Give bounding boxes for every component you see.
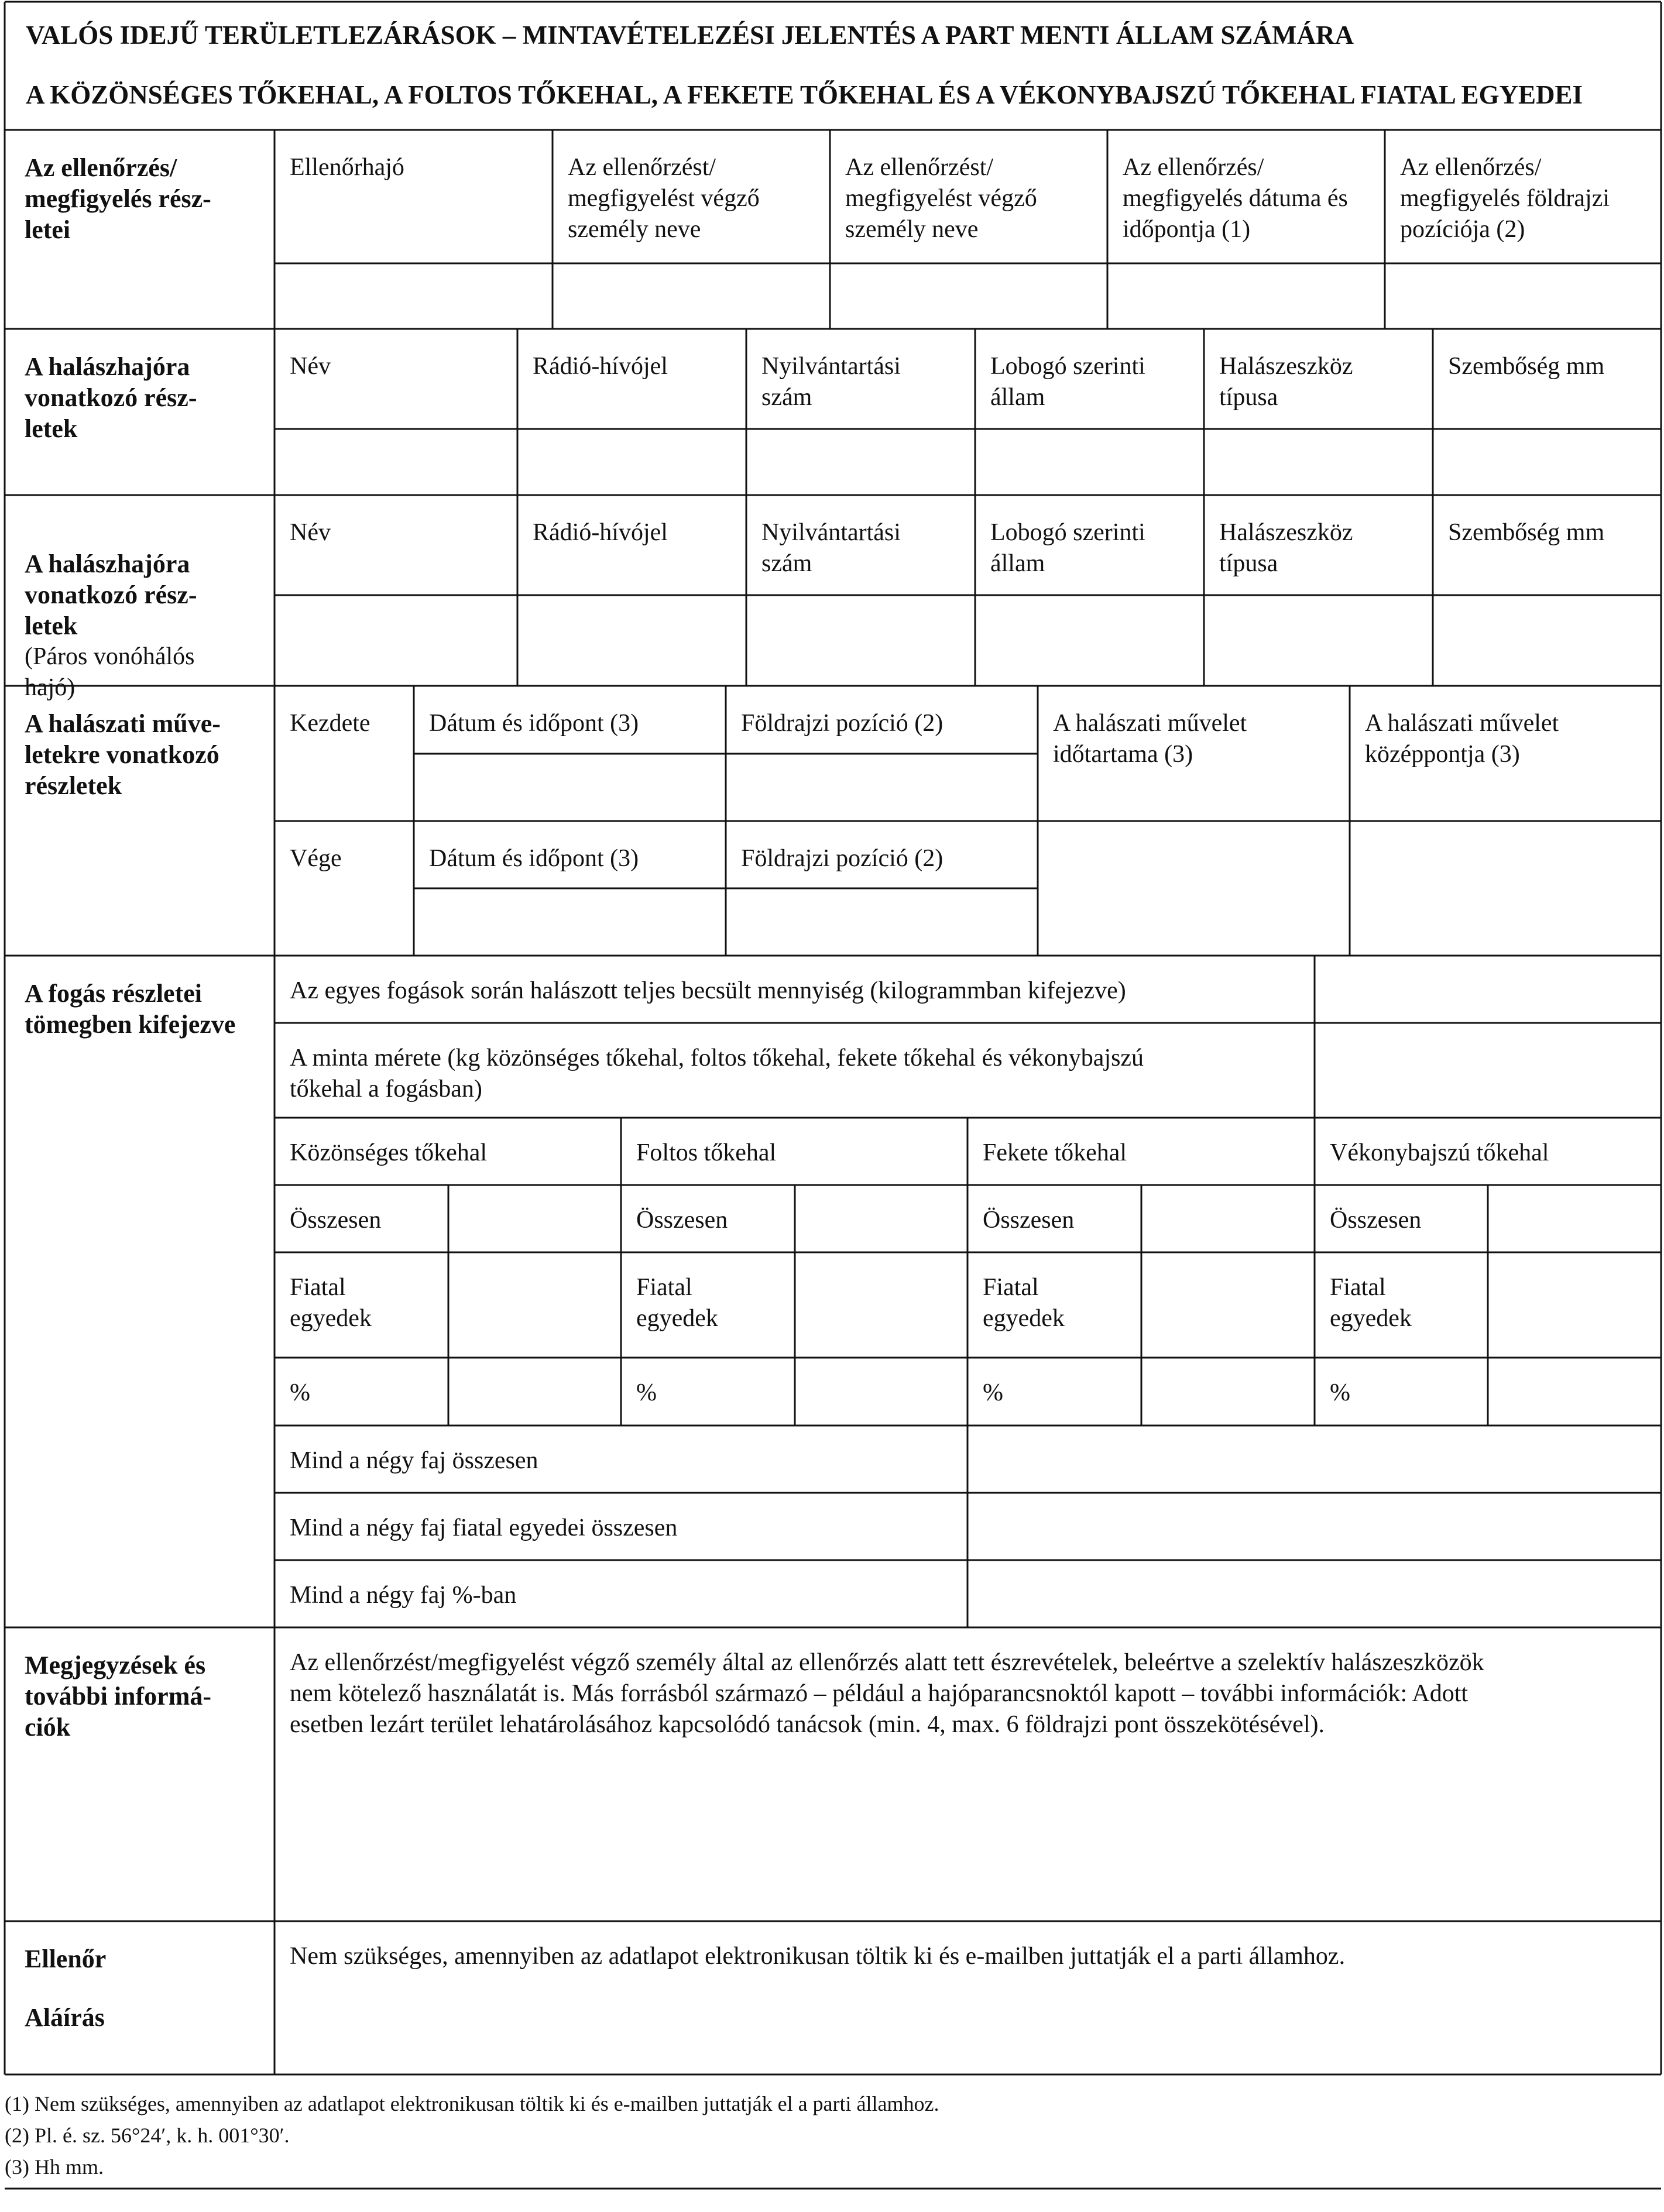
vessel-flag-state-header: Lobogó szerinti állam: [990, 353, 1145, 411]
haddock-percent-label: %: [636, 1379, 657, 1406]
total-estimated-catch-label: Az egyes fogások során halászott teljes becsült mennyiség (kilogrammban kifejezve): [290, 977, 1126, 1004]
inspector-name-header: Az ellenőrzést/ megfigyelést végző személy neve: [568, 154, 760, 243]
pair-vessel-registration-header: Nyilvántartási szám: [761, 519, 901, 577]
inspection-position-header: Az ellenőrzés/ megfigyelés földrajzi pozíciója (2): [1400, 154, 1610, 243]
observer-name-header: Az ellenőrzést/ megfigyelést végző személy neve: [845, 154, 1037, 243]
vessel-mesh-size-header: Szembőség mm: [1448, 353, 1605, 380]
whiting-juveniles-label: Fiatal egyedek: [1330, 1274, 1412, 1332]
start-position-header: Földrajzi pozíció (2): [741, 710, 943, 737]
footnote-3-mark: (3): [5, 2155, 29, 2179]
whiting-percent-label: %: [1330, 1379, 1350, 1406]
species-header-saithe: Fekete tőkehal: [983, 1139, 1127, 1166]
footnote-2: [5, 2120, 290, 2151]
remarks-text: Az ellenőrzést/megfigyelést végző személy által az ellenőrzés alatt tett észrevételek, beleértve a szelektív halászeszközök nem kötelező használatát is. Más forrásból származó – például a hajóparancsnoktól kapott – további információk: Adott esetben lezárt terület lehatárolásához kapcsolódó tanácsok (min. 4, max. 6 földrajzi pont összekötésével).: [290, 1649, 1484, 1738]
operation-end-label: Vége: [290, 845, 342, 872]
vessel-callsign-header: Rádió-hívójel: [533, 353, 668, 380]
vessel-registration-header: Nyilvántartási szám: [761, 353, 901, 411]
inspection-vessel-header: Ellenőrhajó: [290, 154, 404, 181]
footnote-2-mark: (2): [5, 2124, 29, 2147]
haddock-total-label: Összesen: [636, 1207, 728, 1234]
inspection-details-label: Az ellenőrzés/ megfigyelés rész- letei: [25, 153, 211, 244]
cod-juveniles-label: Fiatal egyedek: [290, 1274, 372, 1332]
all-species-juveniles-label: Mind a négy faj fiatal egyedei összesen: [290, 1514, 678, 1541]
saithe-total-label: Összesen: [983, 1207, 1075, 1234]
footnote-1-mark: (1): [5, 2092, 29, 2115]
vessel-name-header: Név: [290, 353, 331, 380]
sample-size-label: A minta mérete (kg közönséges tőkehal, foltos tőkehal, fekete tőkehal és vékonybajszú tőkehal a fogásban): [290, 1045, 1144, 1102]
species-header-haddock: Foltos tőkehal: [636, 1139, 777, 1166]
pair-trawl-note: (Páros vonóhálós hajó): [25, 643, 195, 701]
pair-vessel-flag-state-header: Lobogó szerinti állam: [990, 519, 1145, 577]
footnote-1: [5, 2088, 939, 2120]
operation-duration-header: A halászati művelet időtartama (3): [1053, 710, 1247, 768]
saithe-juveniles-label: Fiatal egyedek: [983, 1274, 1065, 1332]
pair-vessel-gear-type-header: Halászeszköz típusa: [1219, 519, 1353, 577]
cod-percent-label: %: [290, 1379, 310, 1406]
all-species-percent-label: Mind a négy faj %-ban: [290, 1582, 517, 1609]
fishing-operations-label: A halászati műve- letekre vonatkozó részletek: [25, 709, 221, 800]
vessel-gear-type-header: Halászeszköz típusa: [1219, 353, 1353, 411]
haddock-juveniles-label: Fiatal egyedek: [636, 1274, 718, 1332]
operation-start-label: Kezdete: [290, 710, 370, 737]
end-position-header: Földrajzi pozíció (2): [741, 845, 943, 872]
signature-note: Nem szükséges, amennyiben az adatlapot elektronikusan töltik ki és e-mailben juttatják el a parti államhoz.: [290, 1943, 1346, 1970]
pair-vessel-mesh-size-header: Szembőség mm: [1448, 519, 1605, 546]
pair-vessel-callsign-header: Rádió-hívójel: [533, 519, 668, 546]
remarks-label: Megjegyzések és további informá- ciók: [25, 1651, 211, 1742]
inspector-label: Ellenőr: [25, 1945, 107, 1973]
signature-label: Aláírás: [25, 2003, 105, 2032]
species-header-whiting: Vékonybajszú tőkehal: [1330, 1139, 1549, 1166]
catch-details-label: A fogás részletei tömegben kifejezve: [25, 979, 236, 1039]
form-title: VALÓS IDEJŰ TERÜLETLEZÁRÁSOK – MINTAVÉTELEZÉSI JELENTÉS A PART MENTI ÁLLAM SZÁMÁRA: [26, 20, 1354, 50]
saithe-percent-label: %: [983, 1379, 1003, 1406]
footnote-1-text: Nem szükséges, amennyiben az adatlapot elektronikusan töltik ki és e-mailben juttatják el a parti államhoz.: [34, 2092, 939, 2115]
end-datetime-header: Dátum és időpont (3): [429, 845, 639, 872]
form-subtitle: A KÖZÖNSÉGES TŐKEHAL, A FOLTOS TŐKEHAL, A FEKETE TŐKEHAL ÉS A VÉKONYBAJSZÚ TŐKEHAL FIATAL EGYEDEI: [26, 80, 1583, 109]
footnote-3-text: Hh mm.: [34, 2155, 104, 2179]
inspection-datetime-header: Az ellenőrzés/ megfigyelés dátuma és időpontja (1): [1123, 154, 1348, 243]
start-datetime-header: Dátum és időpont (3): [429, 710, 639, 737]
cod-total-label: Összesen: [290, 1207, 382, 1234]
vessel-details-label: A halászhajóra vonatkozó rész- letek: [25, 352, 197, 443]
operation-midpoint-header: A halászati művelet középpontja (3): [1365, 710, 1559, 768]
all-species-total-label: Mind a négy faj összesen: [290, 1447, 538, 1474]
pair-vessel-name-header: Név: [290, 519, 331, 546]
footnote-3: [5, 2151, 104, 2183]
pair-vessel-label-text: A halászhajóra vonatkozó rész- letek: [25, 549, 197, 640]
whiting-total-label: Összesen: [1330, 1207, 1422, 1234]
footnote-2-text: Pl. é. sz. 56°24′, k. h. 001°30′.: [34, 2124, 290, 2147]
species-header-cod: Közönséges tőkehal: [290, 1139, 488, 1166]
